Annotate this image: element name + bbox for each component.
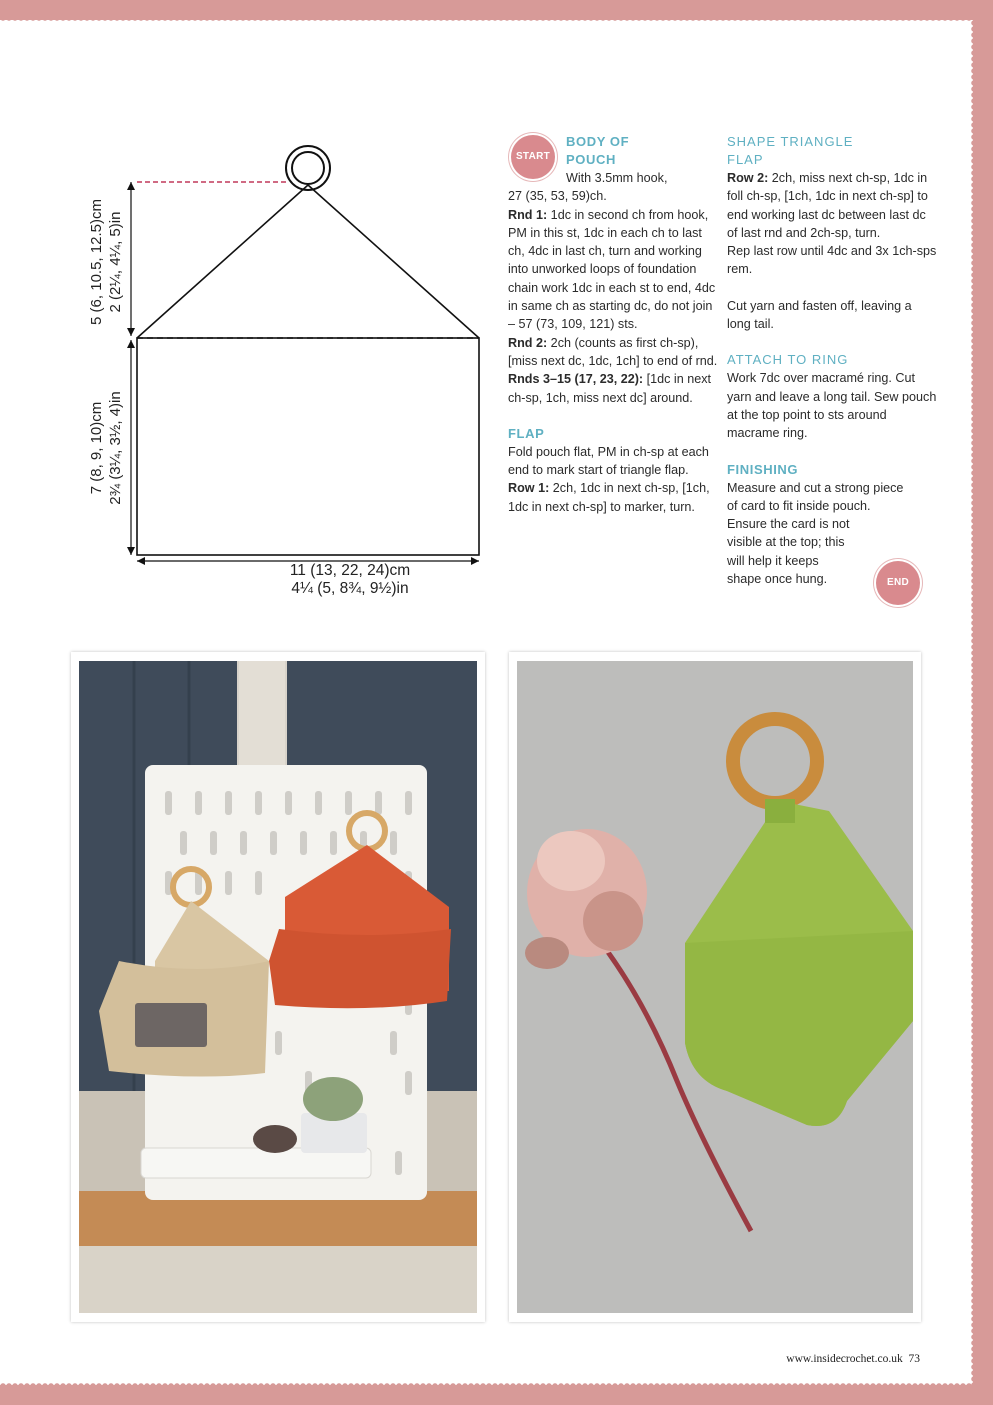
page-number: 73 (908, 1353, 920, 1365)
rnd2-text: 2ch (counts as first ch-sp), [miss next dc, 1dc, 1ch] to end of rnd. (508, 335, 718, 368)
rnd1-instruction (508, 206, 718, 334)
finishing-line: visible at the top; this (727, 535, 845, 550)
pegboard-photo-illustration (79, 661, 477, 1313)
flap-right-edge (308, 185, 479, 338)
repeat-text: Rep last row until 4dc and 3x 1ch-sps rem. (727, 244, 937, 277)
finishing-heading: FINISHING (727, 461, 799, 477)
row2-text: 2ch, miss next ch-sp, 1dc in foll ch-sp, [1ch, 1dc in next ch-sp] to end working last dc between last dc of last rnd and 2ch-sp, turn. (727, 171, 928, 240)
width-label (240, 562, 460, 598)
finishing-line: Ensure the card is not (727, 517, 850, 532)
rnds3-text: [1dc in next ch-sp, 1ch, miss next dc] around. (508, 372, 712, 405)
ring-inner (292, 152, 324, 184)
row1-text: 2ch, 1dc in next ch-sp, [1ch, 1dc in next ch-sp] to marker, turn. (508, 481, 710, 514)
pocket-outline (137, 338, 479, 555)
website-url: www.insidecrochet.co.uk (786, 1353, 903, 1365)
row2-instruction (727, 169, 937, 242)
attach-text: Work 7dc over macramé ring. Cut yarn and leave a long tail. Sew pouch at the top point to sts around macrame ring. (727, 371, 937, 441)
body-of-pouch-heading (566, 133, 718, 169)
row2-label: Row 2: (727, 171, 769, 185)
height-bottom-cm: 7 (8, 9, 10)cm (88, 401, 105, 495)
height-top-cm: 5 (6, 10.5, 12.5)cm (88, 199, 105, 325)
body-intro-line: With 3.5mm hook, (566, 171, 668, 185)
heading-line: FLAP (727, 152, 764, 167)
rnd2-instruction (508, 334, 718, 371)
row1-instruction (508, 479, 718, 516)
green-pouch-photo (509, 652, 921, 1322)
flap-heading: FLAP (508, 425, 545, 441)
rnd1-text: 1dc in second ch from hook, PM in this st, 1dc in each ch to last ch, 4dc in last ch, turn and working into unworked loops of foundation chain work 1dc in each st to end, 4dc in same ch as starting dc, do not join – 57 (73, 109, 121) sts. (508, 207, 716, 332)
page-border-right (973, 0, 993, 1405)
green-pouch-photo-illustration (517, 661, 913, 1313)
cut-yarn-text: Cut yarn and fasten off, leaving a long tail. (727, 298, 912, 332)
page-border-scallop-top (0, 18, 975, 24)
pattern-column-1 (508, 133, 718, 516)
page-border-scallop-bottom (0, 1380, 975, 1386)
finishing-line: of card to fit inside pouch. (727, 498, 871, 513)
page-border-bottom (0, 1385, 993, 1405)
page-border-scallop-right (968, 20, 974, 1385)
row1-label: Row 1: (508, 481, 550, 496)
page-footer (700, 1353, 920, 1365)
rnd1-label: Rnd 1: (508, 207, 548, 222)
schematic-drawing (70, 130, 500, 620)
finishing-line: Measure and cut a strong piece (727, 480, 904, 495)
pouch-schematic (70, 130, 500, 620)
flap-left-edge (137, 185, 308, 338)
page-border-top (0, 0, 993, 20)
finishing-line: will help it keeps (727, 553, 819, 568)
end-badge: END (876, 561, 920, 605)
shape-triangle-flap-heading (727, 133, 937, 169)
heading-line: SHAPE TRIANGLE (727, 134, 854, 149)
rnds3-instruction (508, 370, 718, 407)
pattern-column-2 (727, 133, 937, 588)
attach-to-ring-heading: ATTACH TO RING (727, 352, 849, 368)
rnds3-label: Rnds 3–15 (17, 23, 22): (508, 372, 644, 387)
finishing-line: shape once hung. (727, 572, 828, 587)
rnd2-label: Rnd 2: (508, 335, 548, 350)
height-top-in: 2 (2¼, 4¼, 5)in (107, 211, 124, 313)
body-intro-line: 27 (35, 53, 59)ch. (508, 189, 607, 204)
width-cm: 11 (13, 22, 24)cm (289, 562, 411, 579)
heading-line: POUCH (566, 152, 616, 167)
flap-text: Fold pouch flat, PM in ch-sp at each end to mark start of triangle flap. (508, 444, 709, 478)
width-in: 4¼ (5, 8¾, 9½)in (291, 580, 409, 597)
start-badge: START (511, 135, 555, 179)
pegboard-photo (71, 652, 485, 1322)
height-bottom-in: 2¾ (3¼, 3½, 4)in (107, 391, 124, 505)
heading-line: BODY OF (566, 134, 630, 149)
